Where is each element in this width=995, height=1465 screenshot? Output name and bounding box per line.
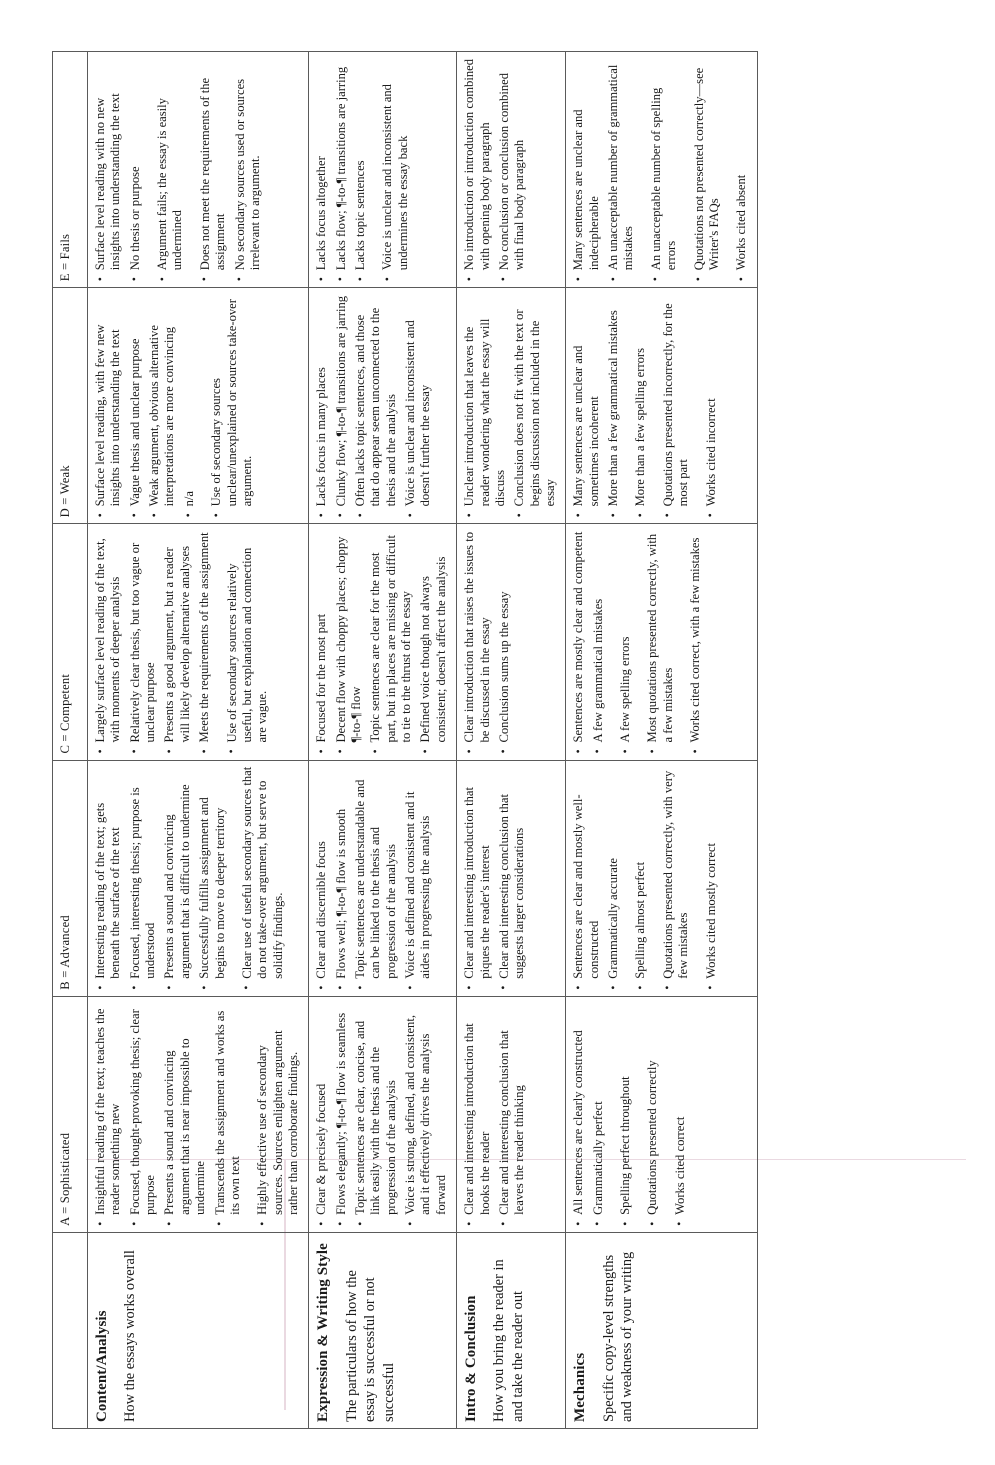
- descriptor-item: • Insightful reading of the text; teaches the reader something new: [93, 1003, 124, 1226]
- descriptor-list: [93, 294, 197, 517]
- descriptor-list: [380, 58, 411, 281]
- descriptor-item: • Spelling almost perfect: [633, 767, 648, 990]
- descriptor-item: • Conclusion does not fit with the text or begins discussion not included in the essay: [512, 294, 558, 517]
- criterion-title: Expression & Writing Style: [315, 1243, 332, 1422]
- descriptor-list: [209, 294, 255, 517]
- criterion-level-cell-c: [566, 524, 757, 760]
- descriptor-list: [692, 58, 723, 281]
- descriptor-list: [93, 767, 228, 990]
- descriptor-list: [704, 294, 719, 517]
- descriptor-list: [673, 1003, 688, 1226]
- descriptor-list: [633, 767, 648, 990]
- criterion-level-cell-e: [566, 52, 757, 288]
- descriptor-item: • No thesis or purpose: [128, 58, 143, 281]
- descriptor-list: [571, 294, 621, 517]
- descriptor-item: • Clear and interesting conclusion that leaves the reader thinking: [497, 1003, 528, 1226]
- criterion-level-cell-c: [309, 524, 457, 760]
- descriptor-item: • Use of secondary sources unclear/unexplained or sources take-over argument.: [209, 294, 255, 517]
- descriptor-list: [645, 530, 676, 753]
- descriptor-item: • Largely surface level reading of the text, with moments of deeper analysis: [93, 530, 124, 753]
- rubric-row: [566, 52, 757, 1429]
- criterion-level-cell-e: [88, 52, 309, 288]
- descriptor-item: • Quotations not presented correctly—see Writer's FAQs: [692, 58, 723, 281]
- descriptor-item: • Argument fails; the essay is easily undermined: [155, 58, 186, 281]
- descriptor-item: • An unacceptable number of grammatical mistakes: [606, 58, 637, 281]
- descriptor-item: • Topic sentences are clear for the most part, but in places are missing or difficult to tie to the thrust of the essay: [368, 530, 414, 753]
- descriptor-item: • Presents a sound and convincing argument that is difficult to undermine: [162, 767, 193, 990]
- descriptor-item: • Meets the requirements of the assignment: [197, 530, 212, 753]
- descriptor-item: • Topic sentences are clear, concise, and link easily with the thesis and the progression of the analysis: [353, 1003, 399, 1226]
- descriptor-item: • Clear and interesting introduction that piques the reader's interest: [462, 767, 493, 990]
- descriptor-item: • Quotations presented correctly: [645, 1003, 660, 1226]
- descriptor-item: • Successfully fulfills assignment and begins to move to deeper territory: [197, 767, 228, 990]
- descriptor-item: • Works cited correct, with a few mistakes: [688, 530, 703, 753]
- descriptor-item: • Clear introduction that raises the issues to be discussed in the essay: [462, 530, 493, 753]
- descriptor-item: • Clear and discernible focus: [314, 767, 329, 990]
- header-grade-b: B = Advanced: [53, 760, 88, 996]
- descriptor-item: • Voice is strong, defined, and consistent, and it effectively drives the analysis forward: [403, 1003, 449, 1226]
- descriptor-item: • Grammatically accurate: [606, 767, 621, 990]
- criterion-subtitle: How you bring the reader in and take the reader out: [491, 1259, 527, 1422]
- descriptor-item: • More than a few spelling errors: [633, 294, 648, 517]
- descriptor-item: • Many sentences are unclear and indecipherable: [571, 58, 602, 281]
- rubric-row: [309, 52, 457, 1429]
- descriptor-item: • Lacks focus altogether: [314, 58, 329, 281]
- criterion-level-cell-d: [309, 288, 457, 524]
- rubric-table: [52, 51, 758, 1429]
- descriptor-item: • Clear & precisely focused: [314, 1003, 329, 1226]
- descriptor-item: • Focused, thought-provoking thesis; clear purpose: [128, 1003, 159, 1226]
- header-corner-cell: [53, 1232, 88, 1428]
- descriptor-list: [314, 294, 434, 517]
- criterion-level-cell-d: [457, 288, 566, 524]
- descriptor-item: • All sentences are clearly constructed: [571, 1003, 586, 1226]
- descriptor-item: • Interesting reading of the text; gets beneath the surface of the text: [93, 767, 124, 990]
- descriptor-item: • Works cited mostly correct: [704, 767, 719, 990]
- descriptor-item: • No conclusion or conclusion combined with final body paragraph: [497, 58, 528, 281]
- descriptor-item: • More than a few grammatical mistakes: [606, 294, 621, 517]
- descriptor-list: [198, 58, 263, 281]
- criterion-title: Mechanics: [572, 1352, 589, 1422]
- descriptor-list: [314, 1003, 449, 1226]
- descriptor-item: • Clear and interesting introduction that hooks the reader: [462, 1003, 493, 1226]
- descriptor-item: • Many sentences are unclear and sometimes incoherent: [571, 294, 602, 517]
- descriptor-list: [462, 294, 558, 517]
- descriptor-item: • Surface level reading with no new insights into understanding the text: [93, 58, 124, 281]
- criterion-level-cell-c: [88, 524, 309, 760]
- criterion-title: Intro & Conclusion: [463, 1295, 480, 1422]
- descriptor-item: • Does not meet the requirements of the assignment: [198, 58, 229, 281]
- descriptor-item: • Sentences are mostly clear and competent: [571, 530, 586, 753]
- descriptor-item: • Quotations presented incorrectly, for the most part: [661, 294, 692, 517]
- descriptor-item: • Grammatically perfect: [591, 1003, 606, 1226]
- descriptor-item: • Conclusion sums up the essay: [497, 530, 512, 753]
- criterion-level-cell-a: [309, 996, 457, 1232]
- descriptor-item: • Vague thesis and unclear purpose: [128, 294, 143, 517]
- criterion-cell: [88, 1232, 309, 1428]
- descriptor-list: [688, 530, 703, 753]
- descriptor-item: • Defined voice though not always consistent; doesn't affect the analysis: [418, 530, 449, 753]
- criterion-level-cell-b: [309, 760, 457, 996]
- descriptor-list: [462, 767, 527, 990]
- descriptor-list: [93, 1003, 243, 1226]
- criterion-level-cell-a: [457, 996, 566, 1232]
- descriptor-item: • Clear and interesting conclusion that suggests larger considerations: [497, 767, 528, 990]
- descriptor-list: [571, 530, 606, 753]
- descriptor-item: • Clear use of useful secondary sources that do not take-over argument, but serve to solidify findings.: [240, 767, 286, 990]
- descriptor-list: [240, 767, 286, 990]
- criterion-cell: [309, 1232, 457, 1428]
- descriptor-item: • Works cited absent: [734, 58, 749, 281]
- descriptor-item: • Weak argument, obvious alternative interpretations are more convincing: [147, 294, 178, 517]
- header-grade-a: A = Sophisticated: [53, 996, 88, 1232]
- criterion-title: Content/Analysis: [94, 1310, 110, 1422]
- descriptor-list: [225, 530, 271, 753]
- criterion-level-cell-e: [457, 52, 566, 288]
- descriptor-item: • Flows elegantly; ¶-to-¶ flow is seamless: [334, 1003, 349, 1226]
- descriptor-item: • Clunky flow; ¶-to-¶ transitions are jarring: [334, 294, 349, 517]
- descriptor-item: • Flows well; ¶-to-¶ flow is smooth: [334, 767, 349, 990]
- criterion-level-cell-b: [88, 760, 309, 996]
- descriptor-item: • A few spelling errors: [618, 530, 633, 753]
- descriptor-item: • Works cited correct: [673, 1003, 688, 1226]
- descriptor-list: [649, 58, 680, 281]
- descriptor-list: [255, 1003, 301, 1226]
- criterion-subtitle: How the essays works overall: [122, 1250, 139, 1422]
- descriptor-list: [93, 530, 213, 753]
- descriptor-list: [462, 1003, 527, 1226]
- descriptor-item: • No introduction or introduction combined with opening body paragraph: [462, 58, 493, 281]
- descriptor-item: • Transcends the assignment and works as its own text: [213, 1003, 244, 1226]
- descriptor-list: [571, 1003, 606, 1226]
- descriptor-list: [314, 530, 449, 753]
- descriptor-item: • Decent flow with choppy places; choppy ¶-to-¶ flow: [334, 530, 365, 753]
- descriptor-list: [462, 530, 512, 753]
- criterion-subtitle: The particulars of how the essay is successful or not successful: [343, 1270, 398, 1422]
- descriptor-list: [314, 767, 434, 990]
- descriptor-list: [661, 767, 692, 990]
- descriptor-item: • An unacceptable number of spelling errors: [649, 58, 680, 281]
- descriptor-item: • Surface level reading, with few new insights into understanding the text: [93, 294, 124, 517]
- descriptor-item: • Unclear introduction that leaves the reader wondering what the essay will discuss: [462, 294, 508, 517]
- criterion-cell: [566, 1232, 757, 1428]
- criterion-level-cell-e: [309, 52, 457, 288]
- criterion-cell: [457, 1232, 566, 1428]
- criterion-level-cell-d: [88, 288, 309, 524]
- descriptor-list: [633, 294, 648, 517]
- descriptor-item: • Voice is unclear and inconsistent and undermines the essay back: [380, 58, 411, 281]
- descriptor-list: [93, 58, 143, 281]
- descriptor-list: [462, 58, 527, 281]
- criterion-level-cell-a: [566, 996, 757, 1232]
- descriptor-item: • Voice is unclear and inconsistent and doesn't further the essay: [403, 294, 434, 517]
- descriptor-item: • Presents a good argument, but a reader will likely develop alternative analyses: [162, 530, 193, 753]
- descriptor-list: [704, 767, 719, 990]
- descriptor-list: [618, 1003, 633, 1226]
- descriptor-list: [571, 767, 621, 990]
- criterion-level-cell-c: [457, 524, 566, 760]
- header-grade-c: C = Competent: [53, 524, 88, 760]
- descriptor-item: • Lacks flow; ¶-to-¶ transitions are jarring: [334, 58, 349, 281]
- descriptor-item: • Presents a sound and convincing argument that is near impossible to undermine: [162, 1003, 208, 1226]
- descriptor-item: • Most quotations presented correctly, with a few mistakes: [645, 530, 676, 753]
- criterion-level-cell-d: [566, 288, 757, 524]
- descriptor-item: • Topic sentences are understandable and can be linked to the thesis and progression of the analysis: [353, 767, 399, 990]
- header-grade-d: D = Weak: [53, 288, 88, 524]
- table-header-row: [53, 52, 88, 1429]
- descriptor-item: • Often lacks topic sentences, and those that do appear seem unconnected to the thesis and the analysis: [353, 294, 399, 517]
- descriptor-item: • n/a: [182, 294, 197, 517]
- header-grade-e: E = Fails: [53, 52, 88, 288]
- descriptor-item: • Works cited incorrect: [704, 294, 719, 517]
- descriptor-item: • Lacks focus in many places: [314, 294, 329, 517]
- descriptor-item: • Relatively clear thesis, but too vague or unclear purpose: [128, 530, 159, 753]
- descriptor-item: • Focused for the most part: [314, 530, 329, 753]
- criterion-level-cell-b: [566, 760, 757, 996]
- descriptor-list: [155, 58, 186, 281]
- criterion-subtitle: Specific copy-level strengths and weakness of your writing: [600, 1251, 636, 1422]
- descriptor-list: [734, 58, 749, 281]
- descriptor-item: • No secondary sources used or sources irrelevant to argument.: [233, 58, 264, 281]
- descriptor-item: • Sentences are clear and mostly well-constructed: [571, 767, 602, 990]
- rubric-row: [88, 52, 309, 1429]
- descriptor-list: [645, 1003, 660, 1226]
- rubric-row: [457, 52, 566, 1429]
- descriptor-list: [661, 294, 692, 517]
- descriptor-item: • Focused, interesting thesis; purpose is understood: [128, 767, 159, 990]
- descriptor-item: • Voice is defined and consistent and it aides in progressing the analysis: [403, 767, 434, 990]
- criterion-level-cell-a: [88, 996, 309, 1232]
- descriptor-item: • Lacks topic sentences: [353, 58, 368, 281]
- descriptor-item: • Spelling perfect throughout: [618, 1003, 633, 1226]
- descriptor-list: [314, 58, 368, 281]
- descriptor-item: • Use of secondary sources relatively useful, but explanation and connection are vague.: [225, 530, 271, 753]
- descriptor-list: [618, 530, 633, 753]
- criterion-level-cell-b: [457, 760, 566, 996]
- descriptor-item: • Quotations presented correctly, with very few mistakes: [661, 767, 692, 990]
- descriptor-item: • Highly effective use of secondary sources. Sources enlighten argument rather than corroborate findings.: [255, 1003, 301, 1226]
- descriptor-item: • A few grammatical mistakes: [591, 530, 606, 753]
- descriptor-list: [571, 58, 636, 281]
